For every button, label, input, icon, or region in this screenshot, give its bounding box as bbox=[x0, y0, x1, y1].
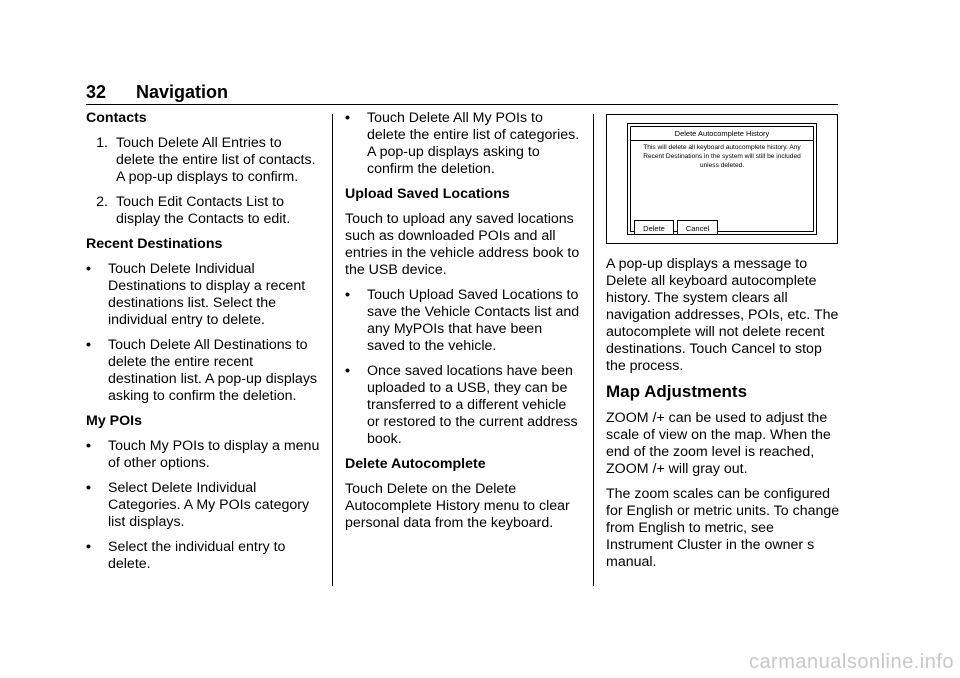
column-1 bbox=[86, 110, 320, 581]
dialog-message: This will delete all keyboard autocomplete history. Any Recent Destinations in the system will still be included unless deleted. bbox=[643, 144, 801, 169]
bullet-item bbox=[86, 337, 320, 405]
bullet-item bbox=[345, 110, 581, 178]
bullet-item bbox=[86, 480, 320, 531]
bullet-text: Touch Delete All Destinations to delete the entire recent destination list. A pop-up displays asking to confirm the deletion. bbox=[108, 337, 318, 404]
bullet-item bbox=[345, 363, 581, 448]
item-number: 1. bbox=[96, 135, 108, 151]
upload-paragraph: Touch to upload any saved locations such as downloaded POIs and all entries in the vehicle address book to the USB device. bbox=[345, 211, 580, 278]
contacts-heading: Contacts bbox=[86, 110, 147, 126]
watermark: carmanualsonline.info bbox=[748, 651, 954, 673]
bullet-icon: • bbox=[86, 539, 91, 555]
autocomplete-paragraph: Touch Delete on the Delete Autocomplete History menu to clear personal data from the keyboard. bbox=[345, 481, 570, 531]
column-divider bbox=[593, 114, 594, 586]
item-number: 2. bbox=[96, 194, 108, 210]
page-header bbox=[86, 82, 838, 105]
column-3 bbox=[606, 256, 842, 579]
bullet-item bbox=[345, 287, 581, 355]
page-title: Navigation bbox=[136, 82, 229, 102]
bullet-text: Select Delete Individual Categories. A My POIs category list displays. bbox=[108, 480, 310, 530]
numbered-item bbox=[86, 135, 320, 186]
zoom-paragraph: ZOOM /+ can be used to adjust the scale of view on the map. When the end of the zoom level is reached, ZOOM /+ will gray out. bbox=[606, 410, 831, 477]
bullet-item bbox=[86, 539, 320, 573]
delete-autocomplete-dialog bbox=[630, 126, 814, 232]
bullet-icon: • bbox=[345, 287, 350, 303]
dialog-divider bbox=[631, 140, 813, 141]
bullet-item bbox=[86, 261, 320, 329]
delete-autocomplete-heading: Delete Autocomplete bbox=[345, 456, 486, 472]
bullet-icon: • bbox=[345, 110, 350, 126]
map-adjustments-heading: Map Adjustments bbox=[606, 382, 748, 401]
cancel-button[interactable]: Cancel bbox=[677, 220, 718, 235]
delete-button[interactable]: Delete bbox=[634, 220, 674, 235]
bullet-icon: • bbox=[345, 363, 350, 379]
bullet-text: Touch My POIs to display a menu of other options. bbox=[108, 438, 320, 471]
column-divider bbox=[332, 114, 333, 586]
item-text: Touch Edit Contacts List to display the Contacts to edit. bbox=[116, 194, 291, 227]
bullet-icon: • bbox=[86, 438, 91, 454]
bullet-text: Touch Upload Saved Locations to save the Vehicle Contacts list and any MyPOIs that have been saved to the vehicle. bbox=[367, 287, 580, 354]
column-2 bbox=[345, 110, 581, 540]
bullet-text: Touch Delete Individual Destinations to display a recent destinations list. Select the individual entry to delete. bbox=[108, 261, 306, 328]
page-number: 32 bbox=[86, 82, 107, 102]
bullet-icon: • bbox=[86, 480, 91, 496]
bullet-item bbox=[86, 438, 320, 472]
popup-paragraph: A pop-up displays a message to Delete all keyboard autocomplete history. The system clears all navigation addresses, POIs, etc. The autocomplete will not delete recent destinations. Touch Cancel to stop the process. bbox=[606, 256, 839, 374]
upload-saved-locations-heading: Upload Saved Locations bbox=[345, 186, 510, 202]
screen-frame bbox=[627, 123, 817, 235]
dialog-illustration bbox=[606, 114, 838, 244]
item-text: Touch Delete All Entries to delete the entire list of contacts. A pop-up displays to confirm. bbox=[116, 135, 316, 185]
dialog-title: Delete Autocomplete History bbox=[674, 129, 770, 138]
bullet-text: Select the individual entry to delete. bbox=[108, 539, 286, 572]
my-pois-heading: My POIs bbox=[86, 413, 142, 429]
bullet-text: Touch Delete All My POIs to delete the entire list of categories. A pop-up displays asking to confirm the deletion. bbox=[367, 110, 580, 177]
zoom-scales-paragraph: The zoom scales can be configured for English or metric units. To change from English to metric, see Instrument Cluster in the owner s manual. bbox=[606, 486, 840, 570]
bullet-icon: • bbox=[86, 261, 91, 277]
bullet-icon: • bbox=[86, 337, 91, 353]
bullet-text: Once saved locations have been uploaded to a USB, they can be transferred to a different vehicle or restored to the current address book. bbox=[367, 363, 578, 447]
recent-destinations-heading: Recent Destinations bbox=[86, 236, 223, 252]
numbered-item bbox=[86, 194, 320, 228]
